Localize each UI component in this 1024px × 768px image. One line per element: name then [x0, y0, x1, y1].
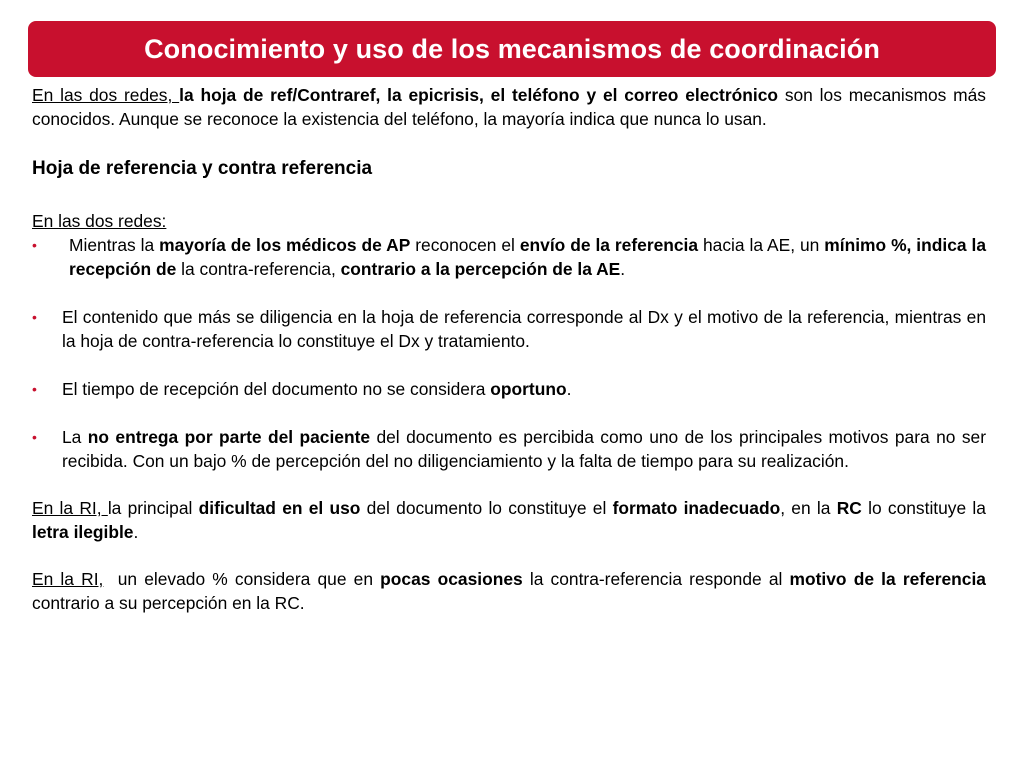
- ri1-bold: formato inadecuado: [612, 498, 781, 518]
- redes-label: [32, 209, 986, 233]
- ri2-lead: En la RI,: [32, 569, 104, 589]
- bullet-list: [32, 233, 986, 473]
- b1-text: hacia la AE, un: [698, 235, 825, 255]
- intro-bold: la hoja de ref/Contraref, la epicrisis, el teléfono y el correo electrónico: [179, 85, 778, 105]
- b1-text: Mientras la: [69, 235, 160, 255]
- b4-text: del documento es percibida como uno de los principales motivos para no ser recibida. Con un bajo % de percepción del no diligenciamiento y la falta de tiempo para su realización.: [62, 427, 986, 471]
- ri1-text: .: [133, 522, 139, 542]
- slide-content: [32, 83, 986, 615]
- b1-bold: envío de la referencia: [519, 235, 699, 255]
- b4-text: La: [62, 427, 88, 447]
- intro-paragraph: [32, 83, 986, 131]
- ri1-text: la principal: [107, 498, 199, 518]
- ri2-text: contrario a su percepción en la RC.: [32, 593, 305, 613]
- b1-text: .: [620, 259, 626, 279]
- ri1-bold: dificultad en el uso: [198, 498, 361, 518]
- b3-bold: oportuno: [490, 379, 567, 399]
- ri1-lead: En la RI,: [32, 498, 108, 518]
- ri2-text: un elevado % considera que en: [103, 569, 381, 589]
- ri1-text: del documento lo constituye el: [360, 498, 613, 518]
- ri1-text: , en la: [780, 498, 837, 518]
- bullet-icon: •: [32, 429, 37, 445]
- b1-bold: mínimo %, indica la recepción de: [69, 235, 987, 279]
- bullet-icon: •: [32, 237, 37, 253]
- b3-text: .: [566, 379, 572, 399]
- b1-text: reconocen el: [410, 235, 520, 255]
- ri2-bold: motivo de la referencia: [789, 569, 986, 589]
- b2-text: El contenido que más se diligencia en la hoja de referencia corresponde al Dx y el motivo de la referencia, mientras en la hoja de contra-referencia lo constituye el Dx y tratamiento.: [62, 307, 986, 351]
- slide-title: Conocimiento y uso de los mecanismos de coordinación: [144, 33, 880, 64]
- b4-bold: no entrega por parte del paciente: [87, 427, 371, 447]
- title-banner: [28, 21, 996, 77]
- ri2-bold: pocas ocasiones: [380, 569, 523, 589]
- b3-text: El tiempo de recepción del documento no se considera: [62, 379, 491, 399]
- ri-paragraph-1: [32, 496, 986, 544]
- ri1-text: lo constituye la: [861, 498, 986, 518]
- section-heading: Hoja de referencia y contra referencia: [32, 158, 373, 179]
- intro-lead: En las dos redes,: [32, 85, 180, 105]
- bullet-item: [32, 425, 986, 473]
- ri-paragraph-2: [32, 567, 986, 615]
- ri2-text: la contra-referencia responde al: [522, 569, 790, 589]
- b1-text: la contra-referencia,: [176, 259, 341, 279]
- ri1-bold: letra ilegible: [32, 522, 134, 542]
- bullet-icon: •: [32, 309, 37, 325]
- intro-rest: son los mecanismos más conocidos. Aunque se reconoce la existencia del teléfono, la mayoría indica que nunca lo usan.: [32, 85, 987, 129]
- bullet-item: [32, 305, 986, 353]
- bullet-icon: •: [32, 381, 37, 397]
- ri1-bold: RC: [836, 498, 862, 518]
- bullet-item: [32, 377, 986, 401]
- redes-label-text: En las dos redes:: [32, 211, 167, 231]
- b1-bold: mayoría de los médicos de AP: [159, 235, 411, 255]
- b1-bold: contrario a la percepción de la AE: [340, 259, 621, 279]
- bullet-item: [32, 233, 986, 281]
